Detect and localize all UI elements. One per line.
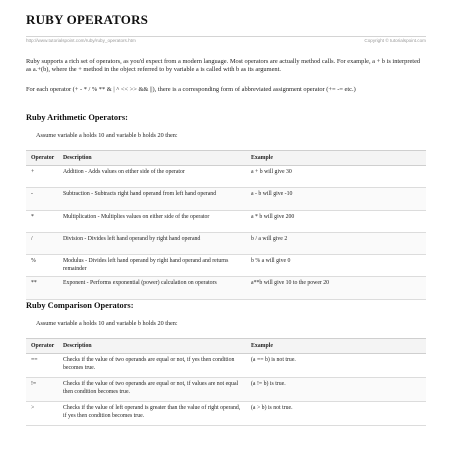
table-row — [26, 277, 426, 299]
arithmetic-note: Assume variable a holds 10 and variable b holds 20 then: — [36, 132, 178, 139]
table-row — [26, 188, 426, 210]
example-cell: (a != b) is true. — [246, 378, 426, 402]
arithmetic-table — [26, 150, 426, 300]
column-header-example: Example — [246, 151, 426, 166]
example-cell: a**b will give 10 to the power 20 — [246, 277, 426, 299]
operator-cell: + — [26, 166, 58, 188]
operator-cell: != — [26, 378, 58, 402]
example-cell: a + b will give 30 — [246, 166, 426, 188]
table-row — [26, 166, 426, 188]
operator-cell: % — [26, 255, 58, 277]
operator-cell: > — [26, 402, 58, 426]
example-cell: b % a will give 0 — [246, 255, 426, 277]
table-header-row — [26, 151, 426, 166]
page-title: RUBY OPERATORS — [26, 12, 149, 27]
intro-paragraph-1: Ruby supports a rich set of operators, as you'd expect from a modern language. Most operators are actually method calls. For example, a + b is interpreted as a.+(b), where the + method in the object referred to by variable a is called with b as its argument. — [26, 58, 421, 74]
description-cell: Multiplication - Multiplies values on either side of the operator — [58, 210, 246, 232]
description-cell: Exponent - Performs exponential (power) calculation on operators — [58, 277, 246, 299]
column-header-operator: Operator — [26, 339, 58, 354]
example-cell: b / a will give 2 — [246, 232, 426, 254]
example-cell: a - b will give -10 — [246, 188, 426, 210]
operator-cell: - — [26, 188, 58, 210]
table-row — [26, 232, 426, 254]
example-cell: a * b will give 200 — [246, 210, 426, 232]
source-url-link[interactable]: http://www.tutorialspoint.com/ruby/ruby_operators.htm — [26, 38, 136, 43]
comparison-note: Assume variable a holds 10 and variable b holds 20 then: — [36, 320, 178, 327]
table-row — [26, 210, 426, 232]
example-cell: (a > b) is not true. — [246, 402, 426, 426]
description-cell: Checks if the value of two operands are equal or not, if yes then condition becomes true. — [58, 354, 246, 378]
description-cell: Checks if the value of left operand is greater than the value of right operand, if yes then condition becomes true. — [58, 402, 246, 426]
table-row — [26, 354, 426, 378]
column-header-description: Description — [58, 151, 246, 166]
column-header-operator: Operator — [26, 151, 58, 166]
description-cell: Subtraction - Subtracts right hand operand from left hand operand — [58, 188, 246, 210]
column-header-description: Description — [58, 339, 246, 354]
operator-cell: ** — [26, 277, 58, 299]
operator-cell: == — [26, 354, 58, 378]
page-source-bar — [26, 36, 426, 43]
comparison-heading: Ruby Comparison Operators: — [26, 301, 134, 310]
table-row — [26, 402, 426, 426]
operator-cell: / — [26, 232, 58, 254]
table-row — [26, 378, 426, 402]
description-cell: Addition - Adds values on either side of the operator — [58, 166, 246, 188]
table-row — [26, 255, 426, 277]
comparison-table — [26, 338, 426, 426]
description-cell: Checks if the value of two operands are equal or not, if values are not equal then condition becomes true. — [58, 378, 246, 402]
table-header-row — [26, 339, 426, 354]
description-cell: Modulus - Divides left hand operand by right hand operand and returns remainder — [58, 255, 246, 277]
description-cell: Division - Divides left hand operand by right hand operand — [58, 232, 246, 254]
operator-cell: * — [26, 210, 58, 232]
intro-paragraph-2: For each operator (+ - * / % ** & | ^ << >> && ||), there is a corresponding form of abbreviated assignment operator (+= -= etc.) — [26, 86, 356, 93]
column-header-example: Example — [246, 339, 426, 354]
example-cell: (a == b) is not true. — [246, 354, 426, 378]
arithmetic-heading: Ruby Arithmetic Operators: — [26, 113, 128, 122]
copyright-text: Copyright © tutorialspoint.com — [364, 38, 426, 43]
